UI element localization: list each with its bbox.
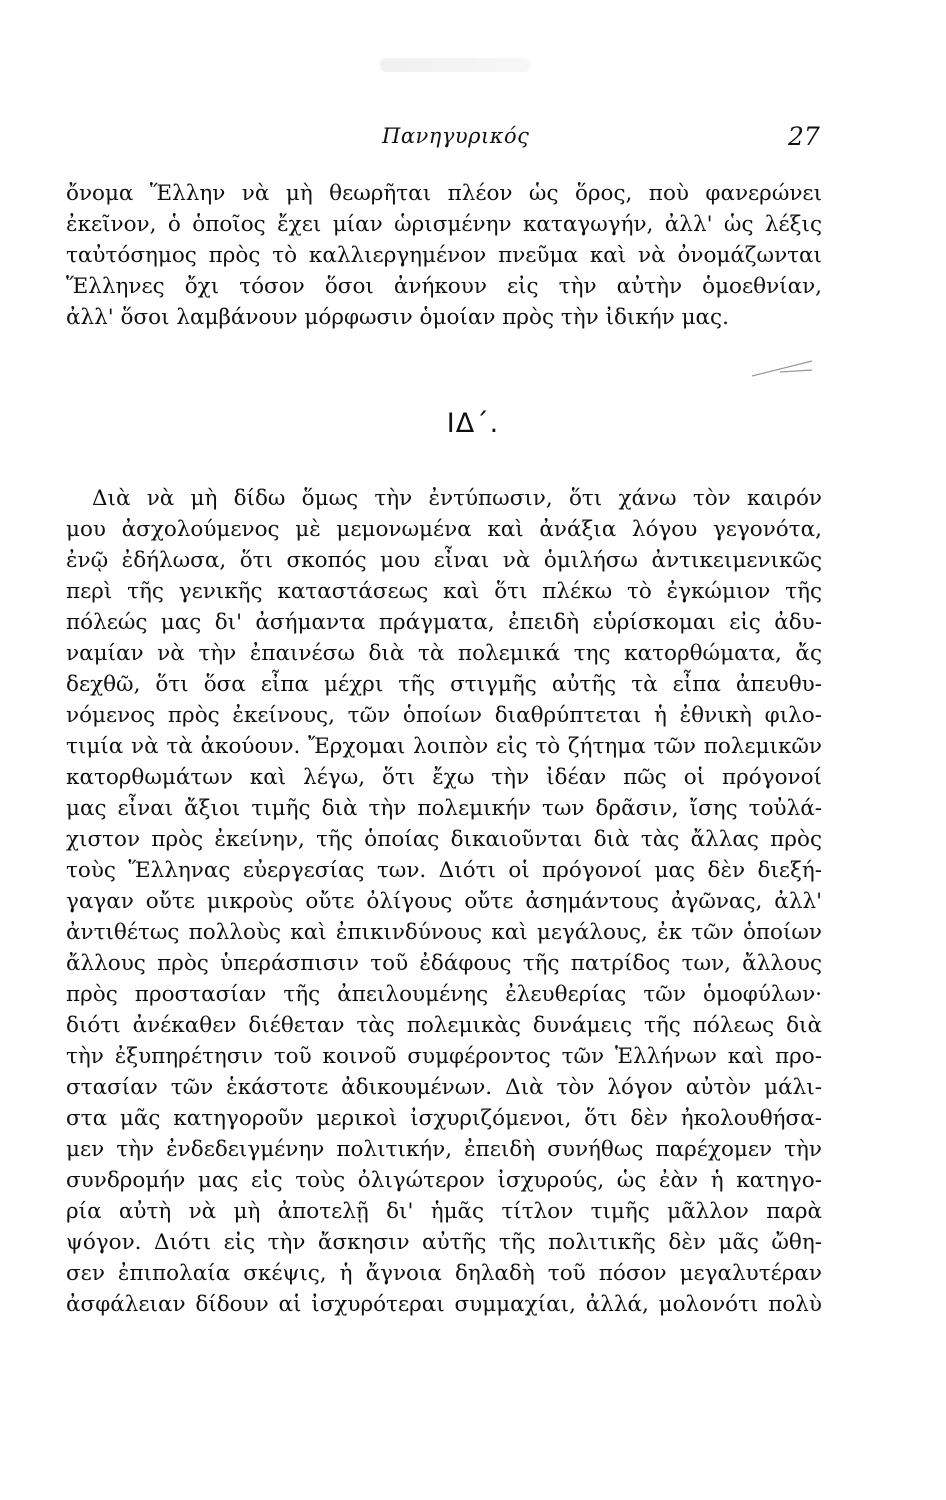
- text-line: περὶ τῆς γενικῆς καταστάσεως καὶ ὅτι πλέκω τὸ ἐγκώμιον τῆς: [66, 579, 822, 604]
- text-line: συνδρομήν μας εἰς τοὺς ὀλιγώτερον ἰσχυρούς, ὡς ἐὰν ἡ κατηγο-: [66, 1168, 822, 1193]
- text-line: ρία αὐτὴ νὰ μὴ ἀποτελῇ δι' ἡμᾶς τίτλον τιμῆς μᾶλλον παρὰ: [66, 1199, 822, 1224]
- text-line: διότι ἀνέκαθεν διέθεταν τὰς πολεμικὰς δυνάμεις τῆς πόλεως διὰ: [66, 1013, 822, 1038]
- text-line: ἐκεῖνον, ὁ ὁποῖος ἔχει μίαν ὡρισμένην καταγωγήν, ἀλλ' ὡς λέξις: [66, 212, 822, 237]
- text-line: ἐνῷ ἐδήλωσα, ὅτι σκοπός μου εἶναι νὰ ὁμιλήσω ἀντικειμενικῶς: [66, 548, 822, 573]
- text-line: στασίαν τῶν ἑκάστοτε ἀδικουμένων. Διὰ τὸν λόγον αὐτὸν μάλι-: [66, 1075, 822, 1100]
- page-number: 27: [788, 122, 820, 151]
- text-line: ὄνομα Ἕλλην νὰ μὴ θεωρῆται πλέον ὡς ὅρος, ποὺ φανερώνει: [66, 181, 822, 206]
- text-line: στα μᾶς κατηγοροῦν μερικοὶ ἰσχυριζόμενοι, ὅτι δὲν ἠκολουθήσα-: [66, 1106, 822, 1131]
- text-line: μου ἀσχολούμενος μὲ μεμονωμένα καὶ ἀνάξια λόγου γεγονότα,: [66, 517, 822, 542]
- text-line: Διὰ νὰ μὴ δίδω ὅμως τὴν ἐντύπωσιν, ὅτι χάνω τὸν καιρόν: [92, 486, 822, 511]
- running-header: [0, 124, 946, 154]
- text-line: ψόγον. Διότι εἰς τὴν ἄσκησιν αὐτῆς τῆς πολιτικῆς δὲν μᾶς ὤθη-: [66, 1230, 822, 1255]
- text-line: ἀντιθέτως πολλοὺς καὶ ἐπικινδύνους καὶ μεγάλους, ἐκ τῶν ὁποίων: [66, 920, 822, 945]
- text-line: ἄλλους πρὸς ὑπεράσπισιν τοῦ ἐδάφους τῆς πατρίδος των, ἄλλους: [66, 951, 822, 976]
- text-line: ταὐτόσημος πρὸς τὸ καλλιεργημένον πνεῦμα καὶ νὰ ὀνομάζωνται: [66, 243, 822, 268]
- text-line: ναμίαν νὰ τὴν ἐπαινέσω διὰ τὰ πολεμικά της κατορθώματα, ἄς: [66, 641, 822, 666]
- pencil-mark: [750, 358, 815, 378]
- text-line: δεχθῶ, ὅτι ὅσα εἶπα μέχρι τῆς στιγμῆς αὐτῆς τὰ εἶπα ἀπευθυ-: [66, 672, 822, 697]
- running-title: Πανηγυρικός: [382, 124, 530, 148]
- section-heading: ΙΔ΄.: [446, 408, 500, 439]
- text-line: κατορθωμάτων καὶ λέγω, ὅτι ἔχω τὴν ἰδέαν πῶς οἱ πρόγονοί: [66, 765, 822, 790]
- paragraph-2: [66, 483, 822, 1320]
- text-line: τὴν ἐξυπηρέτησιν τοῦ κοινοῦ συμφέροντος τῶν Ἑλλήνων καὶ προ-: [66, 1044, 822, 1069]
- text-line: πόλεώς μας δι' ἀσήμαντα πράγματα, ἐπειδὴ εὑρίσκομαι εἰς ἀδυ-: [66, 610, 822, 635]
- text-line: μεν τὴν ἐνδεδειγμένην πολιτικήν, ἐπειδὴ συνήθως παρέχομεν τὴν: [66, 1137, 822, 1162]
- text-line: χιστον πρὸς ἐκείνην, τῆς ὁποίας δικαιοῦνται διὰ τὰς ἄλλας πρὸς: [66, 827, 822, 852]
- text-line: Ἕλληνες ὄχι τόσον ὅσοι ἀνήκουν εἰς τὴν αὐτὴν ὁμοεθνίαν,: [66, 274, 822, 299]
- paragraph-1: [66, 178, 822, 333]
- text-line: ἀσφάλειαν δίδουν αἱ ἰσχυρότεραι συμμαχίαι, ἀλλά, μολονότι πολὺ: [66, 1292, 822, 1317]
- text-line: νόμενος πρὸς ἐκείνους, τῶν ὁποίων διαθρύπτεται ἡ ἐθνικὴ φιλο-: [66, 703, 822, 728]
- text-line: τιμία νὰ τὰ ἀκούουν. Ἔρχομαι λοιπὸν εἰς τὸ ζήτημα τῶν πολεμικῶν: [66, 734, 822, 759]
- text-line: τοὺς Ἕλληνας εὐεργεσίας των. Διότι οἱ πρόγονοί μας δὲν διεξή-: [66, 858, 822, 883]
- text-line: ἀλλ' ὅσοι λαμβάνουν μόρφωσιν ὁμοίαν πρὸς τὴν ἰδικήν μας.: [66, 305, 729, 330]
- text-line: πρὸς προστασίαν τῆς ἀπειλουμένης ἐλευθερίας τῶν ὁμοφύλων·: [66, 982, 822, 1007]
- text-line: σεν ἐπιπολαία σκέψις, ἡ ἄγνοια δηλαδὴ τοῦ πόσον μεγαλυτέραν: [66, 1261, 822, 1286]
- bleed-through-smudge: [380, 58, 530, 72]
- text-line: γαγαν οὔτε μικροὺς οὔτε ὀλίγους οὔτε ἀσημάντους ἀγῶνας, ἀλλ': [66, 889, 822, 914]
- text-line: μας εἶναι ἄξιοι τιμῆς διὰ τὴν πολεμικήν των δρᾶσιν, ἴσης τοὐλά-: [66, 796, 822, 821]
